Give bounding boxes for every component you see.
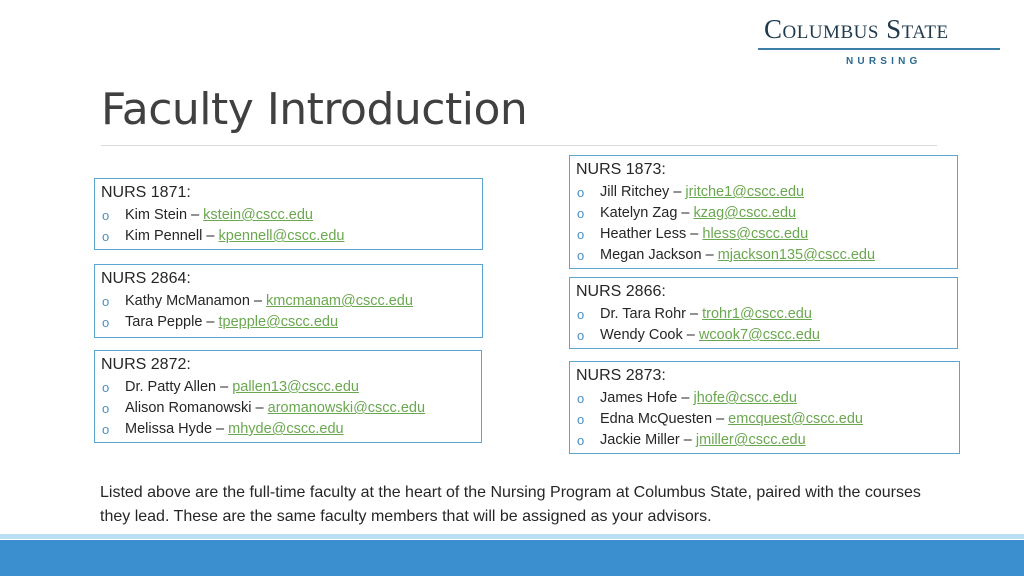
faculty-item <box>576 224 951 245</box>
bullet-icon: o <box>577 328 585 343</box>
footer-accent-line <box>0 534 1024 539</box>
faculty-email-link[interactable]: mhyde@cscc.edu <box>228 421 344 437</box>
faculty-email-link[interactable]: jmiller@cscc.edu <box>695 432 806 448</box>
faculty-name: Dr. Tara Rohr – <box>600 306 703 322</box>
footnote-text: Listed above are the full-time faculty at the heart of the Nursing Program at Columbus State, paired with the courses they lead. These are the same faculty members that will be assigned as your advisors. <box>100 484 921 525</box>
faculty-email-link[interactable]: aromanowski@cscc.edu <box>267 400 426 416</box>
bullet-icon: o <box>102 422 110 437</box>
faculty-email-link[interactable]: trohr1@cscc.edu <box>702 306 812 322</box>
faculty-name: Alison Romanowski – <box>125 400 268 416</box>
bullet-icon: o <box>102 229 110 244</box>
faculty-item <box>576 409 953 430</box>
faculty-email-link[interactable]: jhofe@cscc.edu <box>693 390 797 406</box>
bullet-icon: o <box>577 227 585 242</box>
logo-divider <box>758 48 1000 50</box>
faculty-email-link[interactable]: wcook7@cscc.edu <box>698 327 820 343</box>
bullet-icon: o <box>577 412 585 427</box>
faculty-email-link[interactable]: kzag@cscc.edu <box>693 205 797 221</box>
faculty-name: Kim Pennell – <box>125 228 219 244</box>
course-title: NURS 1871: <box>101 184 191 201</box>
faculty-name: Katelyn Zag – <box>600 205 694 221</box>
bullet-icon: o <box>102 315 110 330</box>
faculty-email-link[interactable]: pallen13@cscc.edu <box>232 379 359 395</box>
faculty-item <box>576 304 951 325</box>
faculty-name: Kathy McManamon – <box>125 293 267 309</box>
footer-band <box>0 540 1024 576</box>
faculty-name: James Hofe – <box>600 390 694 406</box>
faculty-email-link[interactable]: emcquest@cscc.edu <box>728 411 863 427</box>
logo-subtitle: NURSING <box>846 56 922 67</box>
faculty-email-link[interactable]: mjackson135@cscc.edu <box>717 247 876 263</box>
course-title: NURS 2864: <box>101 270 191 287</box>
faculty-name: Dr. Patty Allen – <box>125 379 233 395</box>
faculty-email-link[interactable]: kmcmanam@cscc.edu <box>266 293 413 309</box>
faculty-item <box>576 203 951 224</box>
faculty-name: Kim Stein – <box>125 207 204 223</box>
faculty-item <box>101 419 475 440</box>
faculty-item <box>576 182 951 203</box>
faculty-item <box>101 291 476 312</box>
course-title: NURS 2873: <box>576 367 666 384</box>
course-box-nurs-2866 <box>569 277 958 349</box>
faculty-email-link[interactable]: hless@cscc.edu <box>702 226 809 242</box>
faculty-item <box>101 377 475 398</box>
faculty-item <box>101 226 476 247</box>
course-box-nurs-2872 <box>94 350 482 443</box>
title-divider <box>101 145 937 146</box>
faculty-name: Heather Less – <box>600 226 703 242</box>
course-box-nurs-1871 <box>94 178 483 250</box>
bullet-icon: o <box>102 208 110 223</box>
bullet-icon: o <box>577 248 585 263</box>
page-title: Faculty Introduction <box>101 84 528 135</box>
faculty-email-link[interactable]: jritche1@cscc.edu <box>685 184 805 200</box>
course-box-nurs-2864 <box>94 264 483 338</box>
bullet-icon: o <box>577 433 585 448</box>
bullet-icon: o <box>102 294 110 309</box>
faculty-item <box>576 245 951 266</box>
course-title: NURS 2866: <box>576 283 666 300</box>
bullet-icon: o <box>577 307 585 322</box>
faculty-item <box>101 205 476 226</box>
faculty-item <box>101 398 475 419</box>
faculty-item <box>576 325 951 346</box>
faculty-name: Jill Ritchey – <box>600 184 686 200</box>
faculty-name: Edna McQuesten – <box>600 411 729 427</box>
course-box-nurs-2873 <box>569 361 960 454</box>
bullet-icon: o <box>577 185 585 200</box>
course-title: NURS 2872: <box>101 356 191 373</box>
logo-name: Columbus State <box>764 14 949 44</box>
faculty-name: Tara Pepple – <box>125 314 219 330</box>
faculty-name: Jackie Miller – <box>600 432 696 448</box>
faculty-item <box>101 312 476 333</box>
bullet-icon: o <box>577 206 585 221</box>
course-title: NURS 1873: <box>576 161 666 178</box>
faculty-email-link[interactable]: kpennell@cscc.edu <box>218 228 345 244</box>
faculty-name: Wendy Cook – <box>600 327 699 343</box>
bullet-icon: o <box>102 380 110 395</box>
bullet-icon: o <box>102 401 110 416</box>
faculty-name: Melissa Hyde – <box>125 421 229 437</box>
faculty-name: Megan Jackson – <box>600 247 718 263</box>
faculty-email-link[interactable]: tpepple@cscc.edu <box>218 314 339 330</box>
bullet-icon: o <box>577 391 585 406</box>
faculty-item <box>576 388 953 409</box>
faculty-item <box>576 430 953 451</box>
course-box-nurs-1873 <box>569 155 958 269</box>
faculty-email-link[interactable]: kstein@cscc.edu <box>203 207 313 223</box>
columbus-state-nursing-logo <box>739 0 1024 96</box>
